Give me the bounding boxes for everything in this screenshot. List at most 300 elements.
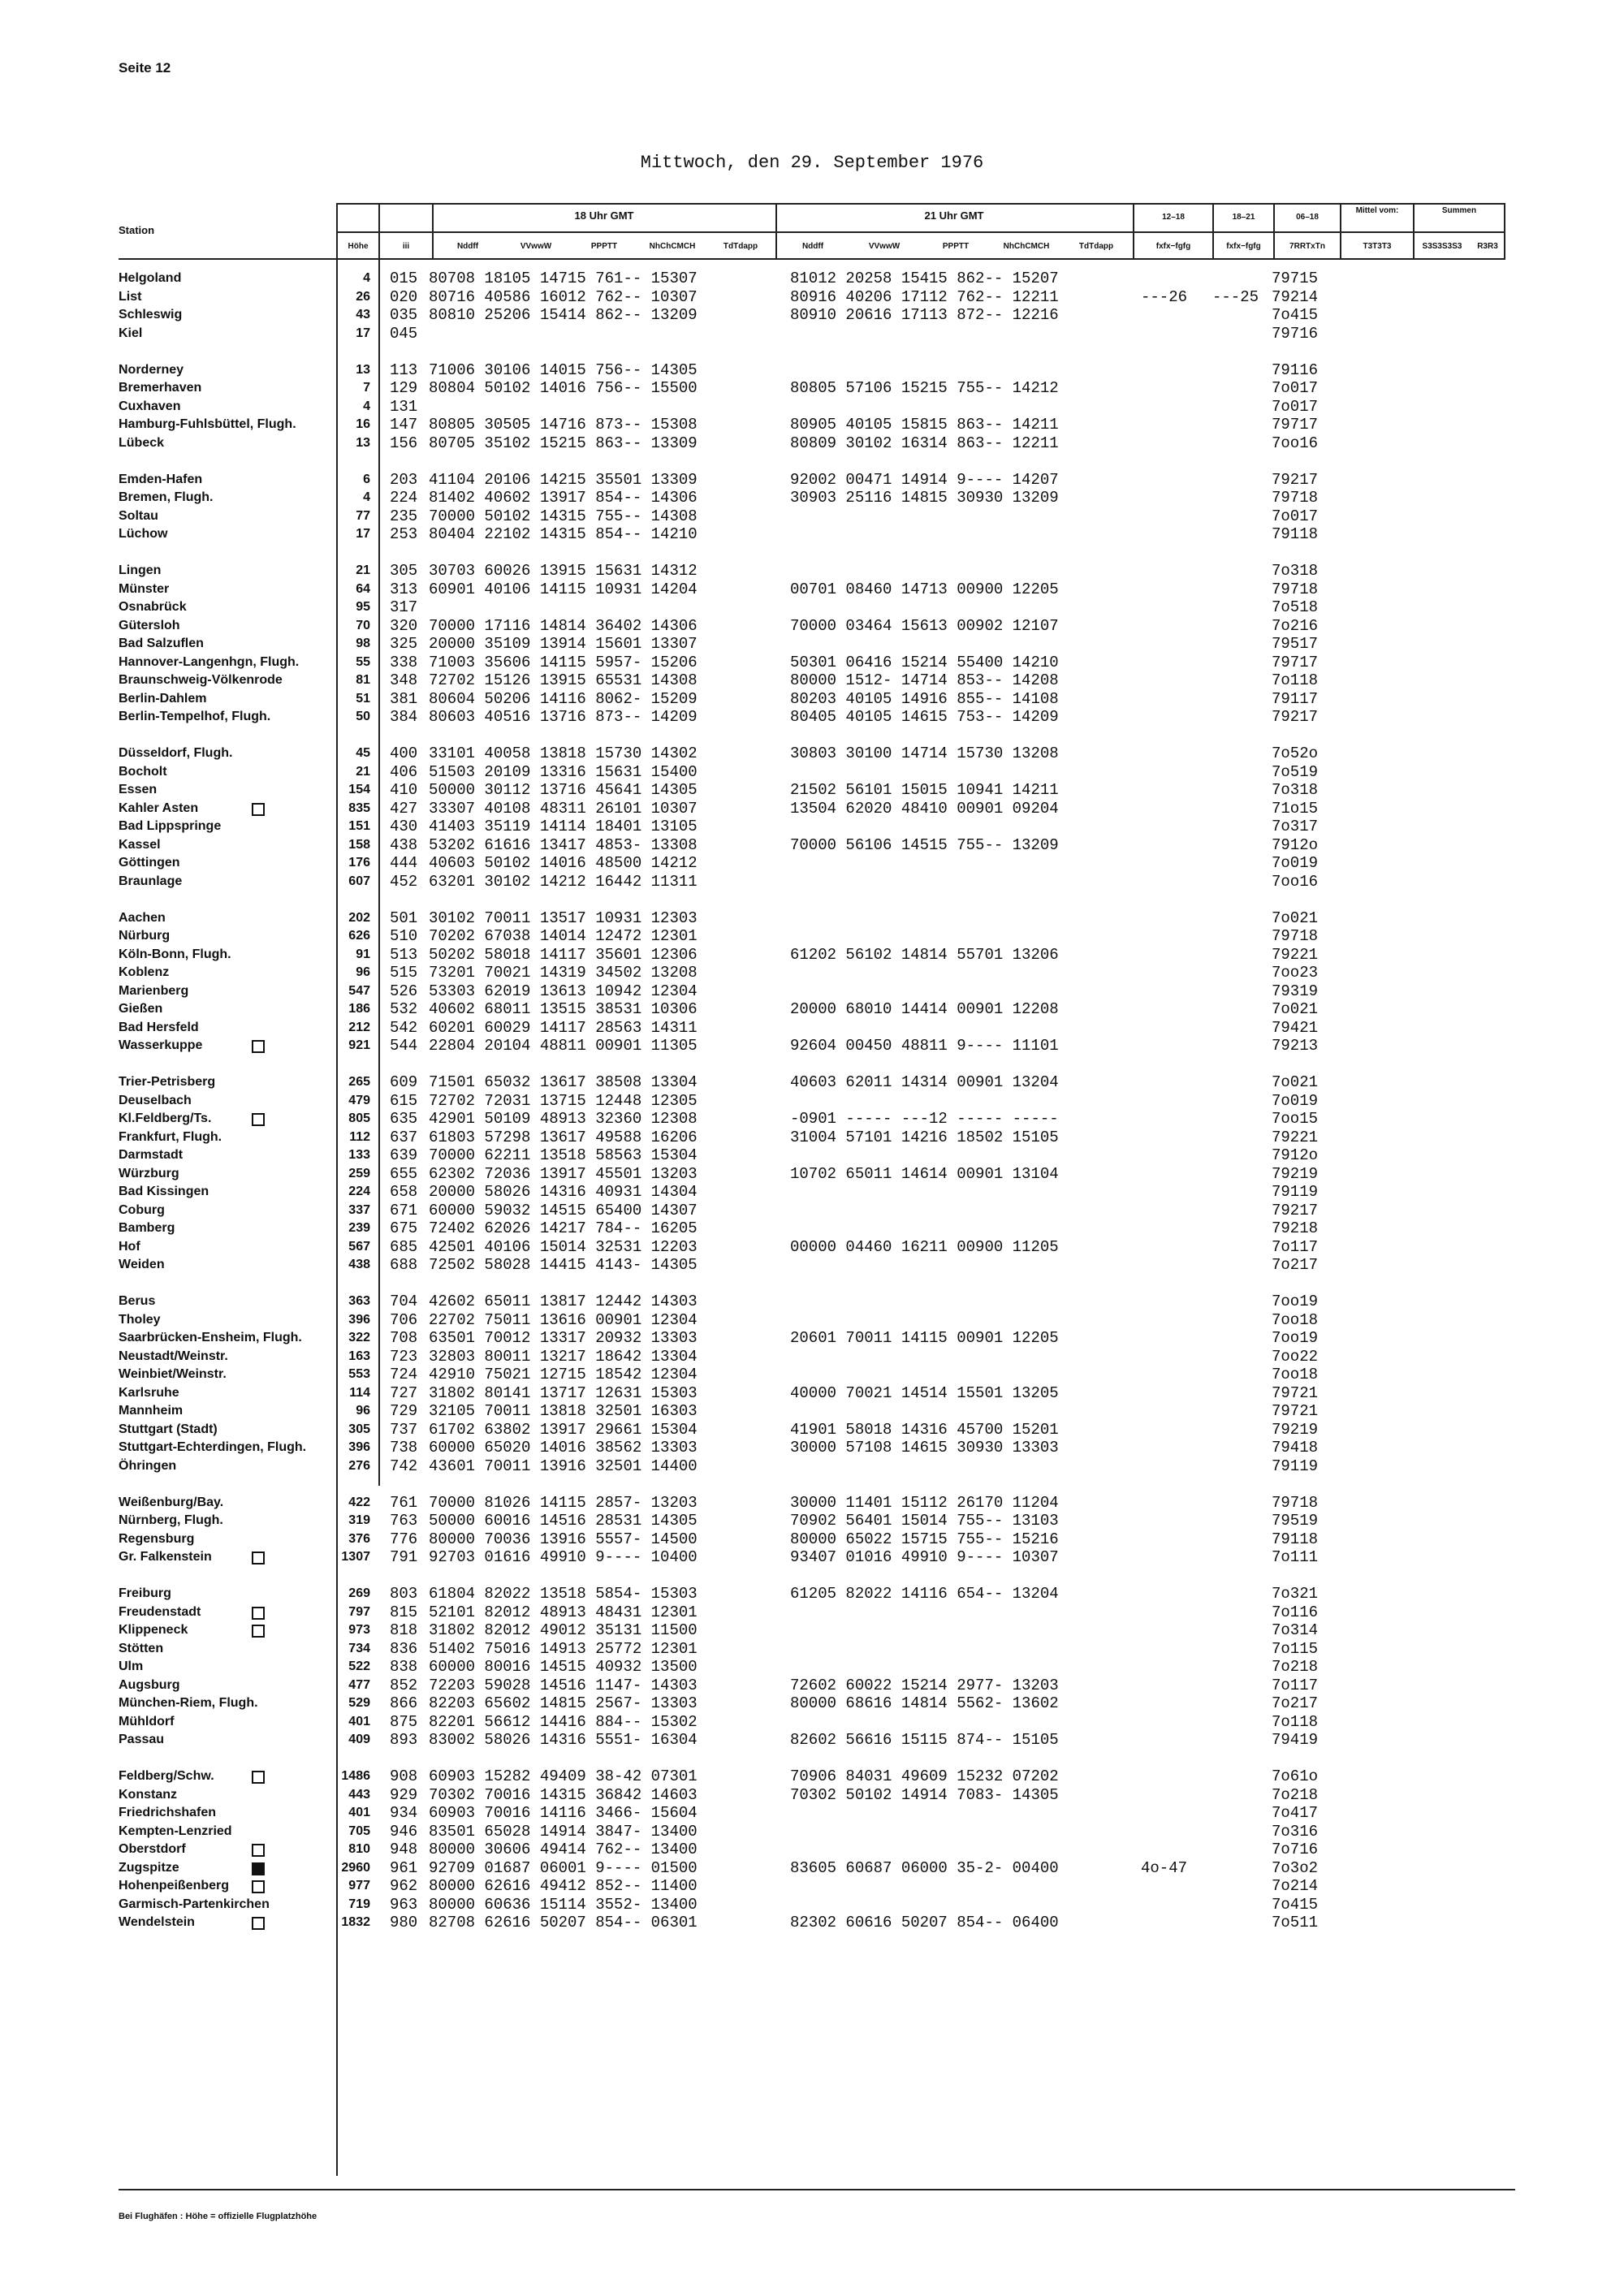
table-row — [0, 489, 1624, 507]
obs-18-uhr: 51503 20109 13316 15631 15400 — [429, 763, 698, 781]
station-id: 742 — [390, 1457, 418, 1475]
value-06-18: 7o314 — [1272, 1621, 1319, 1639]
station-name: Freiburg — [119, 1586, 171, 1600]
station-id: 738 — [390, 1439, 418, 1457]
station-name: Wendelstein — [119, 1915, 195, 1929]
obs-18-uhr: 43601 70011 13916 32501 14400 — [429, 1457, 698, 1475]
header-iii: iii — [402, 242, 410, 251]
station-hoehe: 547 — [348, 984, 370, 998]
open-square-icon — [252, 1040, 265, 1053]
station-hoehe: 401 — [348, 1715, 370, 1728]
value-06-18: 7o217 — [1272, 1256, 1319, 1274]
station-name: Bad Kissingen — [119, 1185, 209, 1198]
station-id: 430 — [390, 818, 418, 835]
header-bottom-rule — [119, 258, 1505, 260]
table-row — [0, 507, 1624, 525]
value-06-18: 79116 — [1272, 361, 1319, 379]
header-station: Station — [119, 224, 155, 236]
open-square-icon — [252, 803, 265, 816]
table-row — [0, 1548, 1624, 1566]
station-id: 317 — [390, 598, 418, 616]
station-id: 615 — [390, 1092, 418, 1110]
station-id: 253 — [390, 525, 418, 543]
obs-18-uhr: 53303 62019 13613 10942 12304 — [429, 982, 698, 1000]
table-row — [0, 671, 1624, 689]
value-06-18: 7o118 — [1272, 1713, 1319, 1731]
station-name: Bad Salzuflen — [119, 637, 204, 650]
obs-21-uhr: 20601 70011 14115 00901 12205 — [790, 1329, 1059, 1347]
obs-18-uhr: 72702 72031 13715 12448 12305 — [429, 1092, 698, 1110]
table-row — [0, 1494, 1624, 1512]
station-name: Ulm — [119, 1659, 144, 1673]
obs-18-uhr: 80604 50206 14116 8062- 15209 — [429, 690, 698, 708]
header-18-uhr-gmt: 18 Uhr GMT — [574, 209, 634, 222]
station-name: Passau — [119, 1733, 165, 1746]
obs-18-uhr: 20000 35109 13914 15601 13307 — [429, 635, 698, 653]
station-hoehe: 259 — [348, 1167, 370, 1180]
station-hoehe: 17 — [356, 326, 370, 340]
station-name: Frankfurt, Flugh. — [119, 1130, 222, 1144]
station-id: 639 — [390, 1146, 418, 1164]
station-name: Kl.Feldberg/Ts. — [119, 1111, 212, 1125]
obs-21-uhr: 80916 40206 17112 762-- 12211 — [790, 288, 1059, 306]
station-id: 325 — [390, 635, 418, 653]
table-row — [0, 306, 1624, 324]
table-row — [0, 1877, 1624, 1895]
value-06-18: 79119 — [1272, 1183, 1319, 1201]
value-06-18: 7o017 — [1272, 398, 1319, 416]
header-summen-sub-1: S3S3S3S3 — [1422, 242, 1462, 251]
obs-21-uhr: 13504 62020 48410 00901 09204 — [790, 800, 1059, 818]
obs-18-uhr: 80404 22102 14315 854-- 14210 — [429, 525, 698, 543]
station-hoehe: 705 — [348, 1824, 370, 1838]
station-name: Freudenstadt — [119, 1605, 201, 1619]
value-06-18: 7o111 — [1272, 1548, 1319, 1566]
table-row — [0, 325, 1624, 343]
table-row — [0, 434, 1624, 452]
obs-21-uhr: 30803 30100 14714 15730 13208 — [790, 744, 1059, 762]
value-06-18: 7o218 — [1272, 1786, 1319, 1804]
header-mittel: Mittel vom: — [1355, 206, 1399, 215]
station-name: Köln-Bonn, Flugh. — [119, 947, 231, 961]
obs-18-uhr: 61803 57298 13617 49588 16206 — [429, 1129, 698, 1146]
obs-21-uhr: 80000 68616 14814 5562- 13602 — [790, 1694, 1059, 1712]
station-name: Berus — [119, 1294, 156, 1308]
station-hoehe: 810 — [348, 1842, 370, 1856]
table-row — [0, 525, 1624, 543]
table-row — [0, 1000, 1624, 1018]
station-name: Gr. Falkenstein — [119, 1550, 212, 1564]
station-id: 929 — [390, 1786, 418, 1804]
station-hoehe: 973 — [348, 1623, 370, 1637]
station-hoehe: 96 — [356, 965, 370, 979]
value-06-18: 7o218 — [1272, 1658, 1319, 1676]
station-name: Koblenz — [119, 965, 170, 979]
obs-18-uhr: 50000 60016 14516 28531 14305 — [429, 1512, 698, 1530]
table-row — [0, 800, 1624, 818]
table-row — [0, 982, 1624, 1000]
station-id: 400 — [390, 744, 418, 762]
value-06-18: 79117 — [1272, 690, 1319, 708]
obs-21-uhr: 61205 82022 14116 654-- 13204 — [790, 1585, 1059, 1603]
value-06-18: 7o321 — [1272, 1585, 1319, 1603]
obs-18-uhr: 71006 30106 14015 756-- 14305 — [429, 361, 698, 379]
header-top-rule — [336, 203, 1505, 205]
station-id: 156 — [390, 434, 418, 452]
obs-18-uhr: 42501 40106 15014 32531 12203 — [429, 1238, 698, 1256]
value-06-18: 79517 — [1272, 635, 1319, 653]
station-hoehe: 21 — [356, 563, 370, 577]
station-id: 776 — [390, 1530, 418, 1548]
table-row — [0, 1037, 1624, 1055]
obs-18-uhr: 60201 60029 14117 28563 14311 — [429, 1019, 698, 1037]
station-name: Karlsruhe — [119, 1386, 179, 1400]
station-id: 803 — [390, 1585, 418, 1603]
filled-square-icon — [252, 1862, 265, 1875]
station-hoehe: 64 — [356, 582, 370, 596]
value-06-18: 7o214 — [1272, 1877, 1319, 1895]
obs-18-uhr: 42910 75021 12715 18542 12304 — [429, 1366, 698, 1383]
table-row — [0, 1694, 1624, 1712]
station-id: 510 — [390, 927, 418, 945]
station-id: 410 — [390, 781, 418, 799]
station-name: Aachen — [119, 911, 166, 925]
value-06-18: 79214 — [1272, 288, 1319, 306]
station-id: 866 — [390, 1694, 418, 1712]
table-row — [0, 1384, 1624, 1402]
table-row — [0, 1129, 1624, 1146]
station-name: Weinbiet/Weinstr. — [119, 1367, 227, 1381]
obs-18-uhr: 72203 59028 14516 1147- 14303 — [429, 1677, 698, 1694]
station-hoehe: 16 — [356, 417, 370, 431]
header-21-ppptt: PPPTT — [942, 242, 970, 251]
station-hoehe: 396 — [348, 1440, 370, 1454]
station-id: 381 — [390, 690, 418, 708]
footer-rule — [119, 2189, 1515, 2190]
station-hoehe: 151 — [348, 819, 370, 833]
station-name: Konstanz — [119, 1788, 177, 1802]
value-06-18: 7o716 — [1272, 1841, 1319, 1858]
value-06-18: 7o415 — [1272, 1896, 1319, 1914]
value-06-18: 79419 — [1272, 1731, 1319, 1749]
obs-18-uhr: 80603 40516 13716 873-- 14209 — [429, 708, 698, 726]
station-hoehe: 422 — [348, 1495, 370, 1509]
value-06-18: 79221 — [1272, 946, 1319, 964]
station-id: 836 — [390, 1640, 418, 1658]
station-hoehe: 337 — [348, 1203, 370, 1217]
station-hoehe: 529 — [348, 1696, 370, 1710]
header-18-nhchcmch: NhChCMCH — [649, 242, 696, 251]
station-hoehe: 224 — [348, 1185, 370, 1198]
obs-21-uhr: 72602 60022 15214 2977- 13203 — [790, 1677, 1059, 1694]
header-12-18-sub: fxfx−fgfg — [1155, 242, 1191, 251]
station-id: 729 — [390, 1402, 418, 1420]
station-id: 655 — [390, 1165, 418, 1183]
obs-21-uhr: 80203 40105 14916 855-- 14108 — [790, 690, 1059, 708]
obs-18-uhr: 51402 75016 14913 25772 12301 — [429, 1640, 698, 1658]
obs-21-uhr: 70906 84031 49609 15232 07202 — [790, 1767, 1059, 1785]
obs-18-uhr: 70302 70016 14315 36842 14603 — [429, 1786, 698, 1804]
station-name: Osnabrück — [119, 600, 187, 614]
station-name: Bremerhaven — [119, 381, 202, 395]
station-id: 544 — [390, 1037, 418, 1055]
station-hoehe: 186 — [348, 1002, 370, 1016]
header-summen: Summen — [1441, 206, 1477, 215]
obs-18-uhr: 81402 40602 13917 854-- 14306 — [429, 489, 698, 507]
value-06-18: 7o52o — [1272, 744, 1319, 762]
station-hoehe: 51 — [356, 692, 370, 706]
station-id: 515 — [390, 964, 418, 982]
station-hoehe: 396 — [348, 1313, 370, 1327]
station-id: 723 — [390, 1348, 418, 1366]
table-row — [0, 1256, 1624, 1274]
obs-18-uhr: 80000 70036 13916 5557- 14500 — [429, 1530, 698, 1548]
value-06-18: 7o117 — [1272, 1677, 1319, 1694]
table-row — [0, 1183, 1624, 1201]
table-row — [0, 580, 1624, 598]
value-06-18: 79219 — [1272, 1421, 1319, 1439]
station-hoehe: 977 — [348, 1879, 370, 1892]
station-id: 438 — [390, 836, 418, 854]
obs-18-uhr: 40602 68011 13515 38531 10306 — [429, 1000, 698, 1018]
station-id: 963 — [390, 1896, 418, 1914]
table-row — [0, 1165, 1624, 1183]
obs-18-uhr: 71003 35606 14115 5957- 15206 — [429, 654, 698, 671]
station-name: Gütersloh — [119, 619, 180, 632]
open-square-icon — [252, 1880, 265, 1893]
station-name: Düsseldorf, Flugh. — [119, 746, 233, 760]
obs-18-uhr: 42602 65011 13817 12442 14303 — [429, 1293, 698, 1310]
header-21-tdtdapp: TdTdapp — [1078, 242, 1114, 251]
station-id: 852 — [390, 1677, 418, 1694]
header-18-nddff: Nddff — [456, 242, 479, 251]
obs-18-uhr: 33101 40058 13818 15730 14302 — [429, 744, 698, 762]
station-hoehe: 276 — [348, 1459, 370, 1473]
table-row — [0, 818, 1624, 835]
value-06-18: 7o115 — [1272, 1640, 1319, 1658]
value-06-18: 7oo18 — [1272, 1311, 1319, 1329]
value-06-18: 7o317 — [1272, 818, 1319, 835]
value-06-18: 79118 — [1272, 525, 1319, 543]
value-06-18: 79217 — [1272, 471, 1319, 489]
station-id: 406 — [390, 763, 418, 781]
obs-21-uhr: 80000 65022 15715 755-- 15216 — [790, 1530, 1059, 1548]
table-row — [0, 854, 1624, 872]
station-hoehe: 176 — [348, 856, 370, 870]
obs-18-uhr: 82203 65602 14815 2567- 13303 — [429, 1694, 698, 1712]
obs-21-uhr: 61202 56102 14814 55701 13206 — [790, 946, 1059, 964]
value-06-18: 7o216 — [1272, 617, 1319, 635]
obs-21-uhr: 92002 00471 14914 9---- 14207 — [790, 471, 1059, 489]
value-06-18: 7o316 — [1272, 1823, 1319, 1841]
station-hoehe: 81 — [356, 673, 370, 687]
value-06-18: 79721 — [1272, 1402, 1319, 1420]
station-hoehe: 607 — [348, 874, 370, 888]
value-06-18: 7o019 — [1272, 854, 1319, 872]
station-name: Berlin-Dahlem — [119, 692, 207, 706]
value-06-18: 7o118 — [1272, 671, 1319, 689]
obs-21-uhr: 10702 65011 14614 00901 13104 — [790, 1165, 1059, 1183]
table-row — [0, 708, 1624, 726]
station-name: Kempten-Lenzried — [119, 1824, 232, 1838]
table-row — [0, 1348, 1624, 1366]
obs-18-uhr: 70000 50102 14315 755-- 14308 — [429, 507, 698, 525]
station-name: Kiel — [119, 326, 143, 340]
station-name: Neustadt/Weinstr. — [119, 1349, 228, 1363]
footnote: Bei Flughäfen : Höhe = offizielle Flugplatzhöhe — [119, 2212, 317, 2221]
obs-18-uhr: 71501 65032 13617 38508 13304 — [429, 1073, 698, 1091]
header-mid-rule — [336, 231, 1505, 233]
obs-18-uhr: 92703 01616 49910 9---- 10400 — [429, 1548, 698, 1566]
open-square-icon — [252, 1844, 265, 1857]
value-06-18: 7oo22 — [1272, 1348, 1319, 1366]
value-06-18: 7o217 — [1272, 1694, 1319, 1712]
station-id: 542 — [390, 1019, 418, 1037]
station-hoehe: 4 — [363, 399, 370, 413]
value-06-18: 79213 — [1272, 1037, 1319, 1055]
obs-18-uhr: 80000 30606 49414 762-- 13400 — [429, 1841, 698, 1858]
obs-18-uhr: 60000 80016 14515 40932 13500 — [429, 1658, 698, 1676]
station-id: 635 — [390, 1110, 418, 1128]
station-id: 961 — [390, 1859, 418, 1877]
value-06-18: 7o117 — [1272, 1238, 1319, 1256]
obs-18-uhr: 70202 67038 14014 12472 12301 — [429, 927, 698, 945]
table-row — [0, 1238, 1624, 1256]
table-row — [0, 1421, 1624, 1439]
table-row — [0, 361, 1624, 379]
obs-21-uhr: 81012 20258 15415 862-- 15207 — [790, 270, 1059, 287]
station-name: Weißenburg/Bay. — [119, 1495, 224, 1509]
station-id: 791 — [390, 1548, 418, 1566]
station-hoehe: 376 — [348, 1532, 370, 1546]
obs-21-uhr: 50301 06416 15214 55400 14210 — [790, 654, 1059, 671]
station-hoehe: 17 — [356, 527, 370, 541]
value-06-18: 79418 — [1272, 1439, 1319, 1457]
station-hoehe: 443 — [348, 1788, 370, 1802]
table-row — [0, 379, 1624, 397]
station-id: 015 — [390, 270, 418, 287]
station-id: 203 — [390, 471, 418, 489]
header-21-uhr-gmt: 21 Uhr GMT — [924, 209, 984, 222]
obs-21-uhr: 20000 68010 14414 00901 12208 — [790, 1000, 1059, 1018]
table-row — [0, 1859, 1624, 1877]
table-row — [0, 1073, 1624, 1091]
station-hoehe: 163 — [348, 1349, 370, 1363]
station-hoehe: 212 — [348, 1021, 370, 1034]
station-id: 708 — [390, 1329, 418, 1347]
station-id: 704 — [390, 1293, 418, 1310]
station-name: Berlin-Tempelhof, Flugh. — [119, 710, 271, 723]
station-id: 838 — [390, 1658, 418, 1676]
table-row — [0, 909, 1624, 927]
obs-18-uhr: 50000 30112 13716 45641 14305 — [429, 781, 698, 799]
station-hoehe: 112 — [349, 1130, 370, 1144]
station-name: Tholey — [119, 1313, 161, 1327]
value-06-18: 7oo16 — [1272, 873, 1319, 891]
station-hoehe: 43 — [356, 308, 370, 322]
obs-18-uhr: 32803 80011 13217 18642 13304 — [429, 1348, 698, 1366]
obs-18-uhr: 82201 56612 14416 884-- 15302 — [429, 1713, 698, 1731]
obs-18-uhr: 72502 58028 14415 4143- 14305 — [429, 1256, 698, 1274]
station-name: Cuxhaven — [119, 399, 181, 413]
obs-21-uhr: 31004 57101 14216 18502 15105 — [790, 1129, 1059, 1146]
obs-21-uhr: 30903 25116 14815 30930 13209 — [790, 489, 1059, 507]
table-row — [0, 1804, 1624, 1822]
station-id: 763 — [390, 1512, 418, 1530]
station-id: 637 — [390, 1129, 418, 1146]
value-06-18: 79721 — [1272, 1384, 1319, 1402]
obs-18-uhr: 20000 58026 14316 40931 14304 — [429, 1183, 698, 1201]
header-summen-sub-2: R3R3 — [1477, 242, 1498, 251]
obs-18-uhr: 70000 81026 14115 2857- 13203 — [429, 1494, 698, 1512]
station-name: Schleswig — [119, 308, 183, 322]
column-divider-1218 — [1133, 203, 1134, 260]
value-06-18: 79217 — [1272, 1202, 1319, 1219]
station-id: 675 — [390, 1219, 418, 1237]
station-id: 818 — [390, 1621, 418, 1639]
header-18-vvwww: VVwwW — [520, 242, 552, 251]
station-name: Hohenpeißenberg — [119, 1879, 230, 1892]
column-divider-right — [1504, 203, 1505, 260]
obs-18-uhr: 62302 72036 13917 45501 13203 — [429, 1165, 698, 1183]
station-name: Mannheim — [119, 1404, 184, 1418]
obs-18-uhr: 92709 01687 06001 9---- 01500 — [429, 1859, 698, 1877]
obs-18-uhr: 63501 70012 13317 20932 13303 — [429, 1329, 698, 1347]
station-id: 706 — [390, 1311, 418, 1329]
station-name: Helgoland — [119, 271, 182, 285]
obs-21-uhr: 82302 60616 50207 854-- 06400 — [790, 1914, 1059, 1931]
station-id: 035 — [390, 306, 418, 324]
wind-12-18: 4o-47 — [1141, 1859, 1188, 1877]
station-hoehe: 319 — [348, 1513, 370, 1527]
value-06-18: 79716 — [1272, 325, 1319, 343]
header-18-ppptt: PPPTT — [590, 242, 618, 251]
station-name: Garmisch-Partenkirchen — [119, 1897, 270, 1911]
obs-18-uhr: 72402 62026 14217 784-- 16205 — [429, 1219, 698, 1237]
station-id: 980 — [390, 1914, 418, 1931]
station-name: Bad Lippspringe — [119, 819, 222, 833]
table-row — [0, 1146, 1624, 1164]
station-hoehe: 77 — [356, 509, 370, 523]
obs-18-uhr: 82708 62616 50207 854-- 06301 — [429, 1914, 698, 1931]
obs-18-uhr: 50202 58018 14117 35601 12306 — [429, 946, 698, 964]
station-name: Braunlage — [119, 874, 183, 888]
value-06-18: 79221 — [1272, 1129, 1319, 1146]
station-id: 338 — [390, 654, 418, 671]
station-hoehe: 797 — [348, 1605, 370, 1619]
table-row — [0, 1658, 1624, 1676]
station-name: Soltau — [119, 509, 158, 523]
table-row — [0, 1439, 1624, 1457]
station-name: Mühldorf — [119, 1715, 175, 1728]
station-name: Klippeneck — [119, 1623, 188, 1637]
header-21-nddff: Nddff — [801, 242, 824, 251]
value-06-18: 7o61o — [1272, 1767, 1319, 1785]
table-row — [0, 617, 1624, 635]
table-row — [0, 1293, 1624, 1310]
table-row — [0, 1603, 1624, 1621]
table-row — [0, 1019, 1624, 1037]
station-id: 020 — [390, 288, 418, 306]
table-row — [0, 288, 1624, 306]
station-name: Nürnberg, Flugh. — [119, 1513, 223, 1527]
station-hoehe: 322 — [348, 1331, 370, 1344]
value-06-18: 79718 — [1272, 1494, 1319, 1512]
station-id: 384 — [390, 708, 418, 726]
station-id: 532 — [390, 1000, 418, 1018]
obs-18-uhr: 40603 50102 14016 48500 14212 — [429, 854, 698, 872]
table-row — [0, 1786, 1624, 1804]
